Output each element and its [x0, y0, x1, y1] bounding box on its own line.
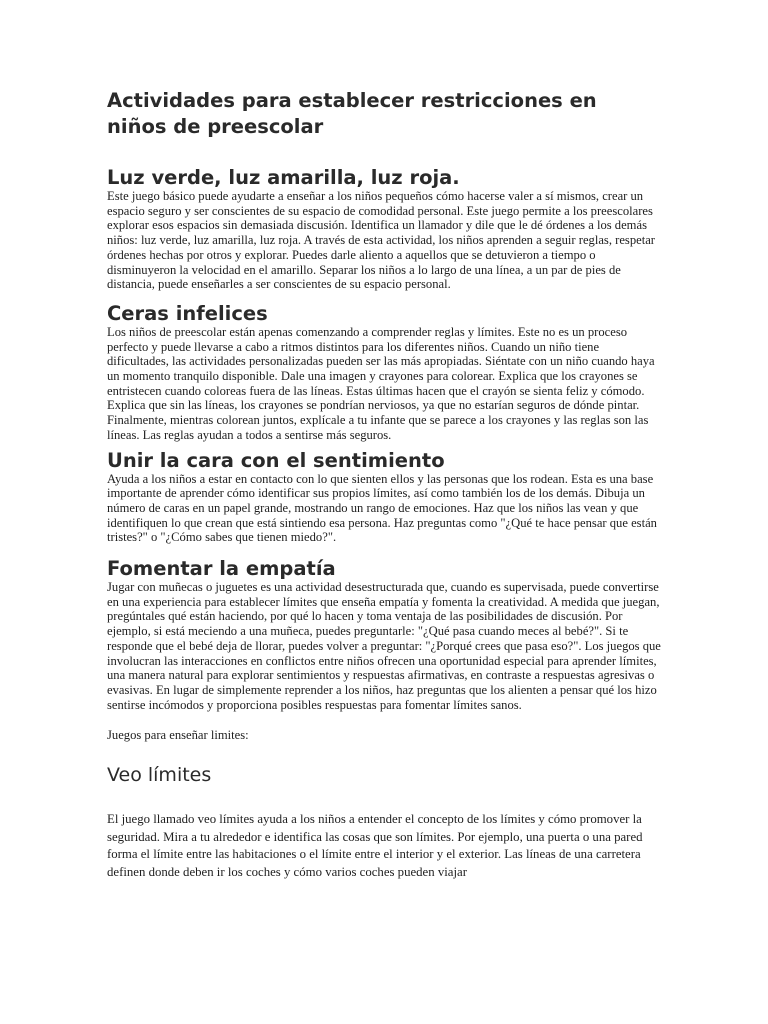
paragraph-fomentar-empatia: Jugar con muñecas o juguetes es una actividad desestructurada que, cuando es supervisada, puede convertirse en una experiencia para establecer límites que enseña empatía y fomenta la creatividad. A medida que juegan, pregúntales qué están haciendo, por qué lo hacen y toma ventaja de las posibilidades de discusión. Por ejemplo, si está meciendo a una muñeca, puedes preguntarle: "¿Qué pasa cuando meces al bebé?". Si te responde que el bebé deja de llorar, puedes volver a preguntar: "¿Porqué crees que pasa eso?". Los juegos que involucran las interacciones en conflictos entre niños ofrecen una oportunidad especial para aprender límites, una manera natural para explorar sentimientos y respuestas afirmativas, en contraste a respuestas agresivas o evasivas. En lugar de simplemente reprender a los niños, haz preguntas que los alienten a pensar qué los hizo sentirse incómodos y proporciona posibles respuestas para fomentar límites sanos. [107, 580, 661, 712]
document-page [107, 88, 662, 881]
heading-veo-limites: Veo límites [107, 764, 212, 787]
games-intro-line: Juegos para enseñar limites: [107, 728, 249, 743]
heading-ceras-infelices: Ceras infelices [107, 301, 268, 325]
heading-fomentar-empatia: Fomentar la empatía [107, 557, 336, 581]
document-title: Actividades para establecer restricciones en niños de preescolar [107, 89, 597, 138]
paragraph-unir-cara: Ayuda a los niños a estar en contacto con lo que sienten ellos y las personas que los rodean. Esta es una base importante de aprender cómo identificar sus propios límites, así como también los de los demás. Dibuja un número de caras en un papel grande, mostrando un rango de emociones. Haz que los niños las vean y que identifiquen lo que crean que está sintiendo esa persona. Haz preguntas como "¿Qué te hace pensar que están tristes?" o "¿Cómo sabes que tienen miedo?". [107, 471, 657, 545]
heading-luz-verde: Luz verde, luz amarilla, luz roja. [107, 166, 460, 189]
heading-unir-cara: Unir la cara con el sentimiento [107, 448, 445, 472]
paragraph-ceras-infelices: Los niños de preescolar están apenas comenzando a comprender reglas y límites. Este no es un proceso perfecto y puede llevarse a cabo a ritmos distintos para los diferentes niños. Cuando un niño tiene dificultades, las actividades personalizadas pueden ser las más apropiadas. Siéntate con un niño cuando haya un momento tranquilo disponible. Dale una imagen y crayones para colorear. Explica que los crayones se entristecen cuando coloreas fuera de las líneas. Estas últimas hacen que el crayón se sienta feliz y cómodo. Explica que sin las líneas, los crayones se pondrían nerviosos, ya que no estarían seguros de dónde pintar. Finalmente, mientras colorean juntos, explícale a tu infante que se parece a los crayones y las reglas son las líneas. Las reglas ayudan a todos a sentirse más seguros. [107, 324, 655, 442]
paragraph-veo-limites: El juego llamado veo límites ayuda a los niños a entender el concepto de los límites y cómo promover la seguridad. Mira a tu alrededor e identifica las cosas que son límites. Por ejemplo, una puerta o una pared forma el límite entre las habitaciones o el límite entre el interior y el exterior. Las líneas de una carretera definen donde deben ir los coches y cómo varios coches pueden viajar [107, 812, 643, 879]
paragraph-luz-verde: Este juego básico puede ayudarte a enseñar a los niños pequeños cómo hacerse valer a sí mismos, crear un espacio seguro y ser conscientes de su espacio de comodidad personal. Este juego permite a los preescolares explorar esos espacios sin demasiada discusión. Identifica un llamador y dile que le dé órdenes a los demás niños: luz verde, luz amarilla, luz roja. A través de esta actividad, los niños aprenden a seguir reglas, respetar órdenes hechas por otros y explorar. Puedes darle aliento a aquellos que se detuvieron a tiempo o disminuyeron la velocidad en el amarillo. Separar los niños a lo largo de una línea, a un par de pies de distancia, puede enseñarles a ser conscientes de su espacio personal. [107, 189, 655, 292]
